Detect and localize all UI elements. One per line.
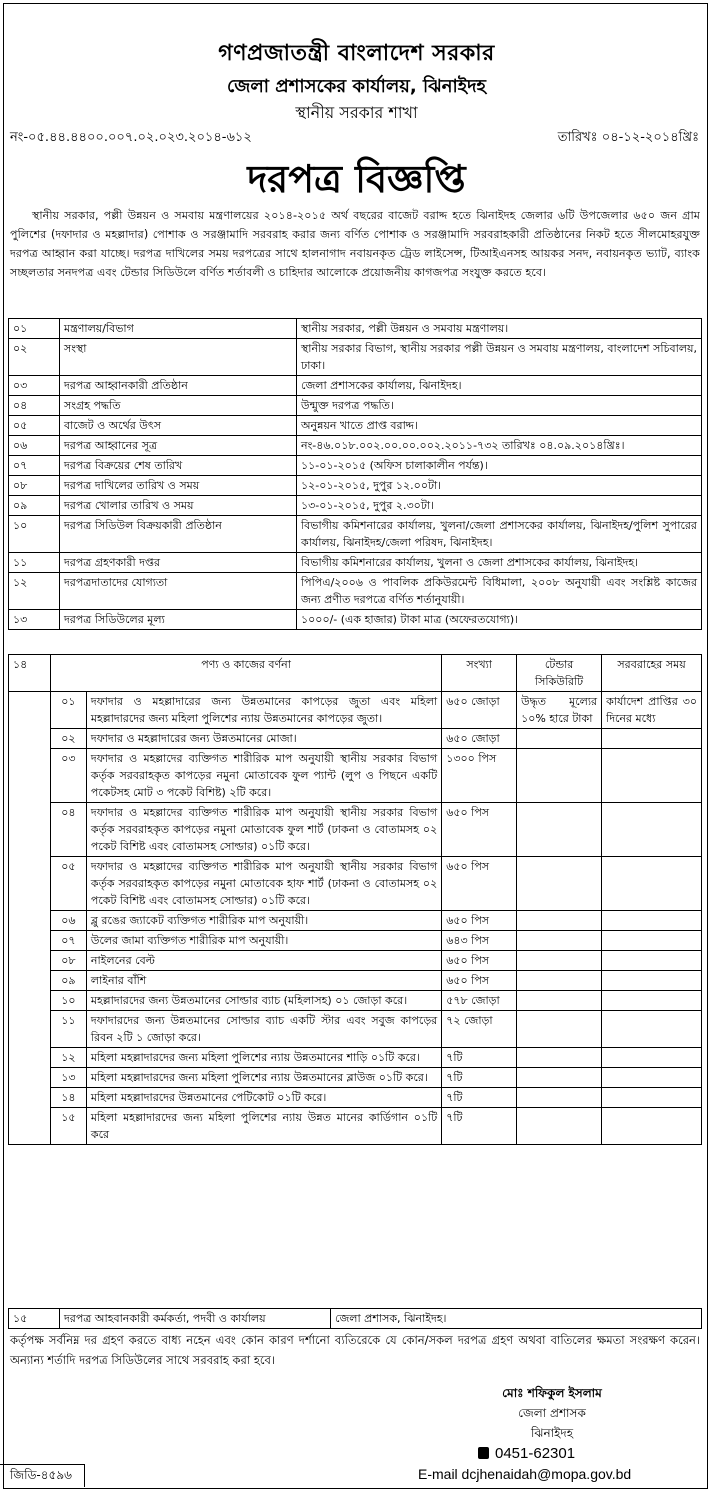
goods-row xyxy=(9,1048,702,1068)
goods-header-security: টেন্ডার সিকিউরিটি xyxy=(517,655,602,692)
goods-row xyxy=(9,991,702,1011)
info-row xyxy=(9,516,702,553)
goods-row xyxy=(9,1011,702,1048)
goods-row-empty xyxy=(602,1108,702,1145)
goods-row-empty xyxy=(602,803,702,857)
goods-row-empty xyxy=(602,1068,702,1088)
goods-row-empty xyxy=(517,1068,602,1088)
signer-place: ঝিনাইদহ xyxy=(530,1426,573,1440)
gd-number: জিডি-৪৫৯৬ xyxy=(0,1464,85,1487)
info-row-label: দরপত্র দাখিলের তারিখ ও সময় xyxy=(60,476,297,496)
goods-row-no: ০৫ xyxy=(50,857,86,911)
branch-heading: স্থানীয় সরকার শাখা xyxy=(295,103,418,122)
goods-row xyxy=(9,729,702,749)
goods-security: উদ্ধৃত মূল্যের ১০% হারে টাকা xyxy=(517,692,602,729)
info-row xyxy=(9,416,702,436)
goods-row xyxy=(9,931,702,951)
goods-row-empty xyxy=(602,729,702,749)
goods-row-no: ১৪ xyxy=(50,1088,86,1108)
info-row-value: ১৩-০১-২০১৫, দুপুর ২.৩০টা। xyxy=(297,496,702,516)
goods-row-desc: নাইলনের বেল্ট xyxy=(86,951,441,971)
goods-row-empty xyxy=(517,991,602,1011)
goods-row-desc: দফাদারদের জন্য উন্নতমানের সোল্ডার ব্যাচ একটি স্টার এবং সবুজ কাপড়ের রিবন ২টি ১ জোড়া করে। xyxy=(86,1011,441,1048)
info-row-label: দরপত্র আহ্বানের সূত্র xyxy=(60,436,297,456)
goods-row-qty: ৬৫০ পিস xyxy=(442,951,517,971)
info-row-no: ১১ xyxy=(9,553,60,573)
info-row-no: ০৩ xyxy=(9,376,60,396)
goods-row-qty: ৬৫০ জোড়া xyxy=(442,729,517,749)
info-row-value: ১০০০/- (এক হাজার) টাকা মাত্র (অফেরতযোগ্য)। xyxy=(297,610,702,630)
goods-row-no: ০৯ xyxy=(50,971,86,991)
goods-row-empty xyxy=(602,1088,702,1108)
email-line: E-mail dcjhenaidah@mopa.gov.bd xyxy=(418,1466,632,1482)
info-row-value: নং-৪৬.০১৮.০০২.০০.০০.০০২.২০১১-৭৩২ তারিখঃ ০৪.০৯.২০১৪খ্রিঃ। xyxy=(297,436,702,456)
info-row-label: দরপত্র বিক্রয়ের শেষ তারিখ xyxy=(60,456,297,476)
info-row-no: ০৪ xyxy=(9,396,60,416)
info-row xyxy=(9,476,702,496)
goods-row xyxy=(9,971,702,991)
info-row xyxy=(9,319,702,339)
goods-row-desc: মহিলা মহল্লাদারদের জন্য মহিলা পুলিশের ন্যায় উন্নতমানের শাড়ি ০১টি করে। xyxy=(86,1048,441,1068)
goods-header-no: ১৪ xyxy=(9,655,51,692)
goods-row-no: ০৮ xyxy=(50,951,86,971)
goods-row-qty: ১৩০০ পিস xyxy=(442,749,517,803)
goods-row-qty: ৭টি xyxy=(442,1068,517,1088)
info-row-label: দরপত্র গ্রহণকারী দপ্তর xyxy=(60,553,297,573)
goods-row-no: ০৬ xyxy=(50,911,86,931)
info-row xyxy=(9,496,702,516)
goods-row-qty: ৬৫০ জোড়া xyxy=(442,692,517,729)
goods-row-empty xyxy=(602,1048,702,1068)
info-row-no: ০২ xyxy=(9,339,60,376)
info-row-label: দরপত্র আহ্বানকারী প্রতিষ্ঠান xyxy=(60,376,297,396)
goods-row-qty: ৬৫০ পিস xyxy=(442,971,517,991)
goods-row-empty xyxy=(517,931,602,951)
info-row-no: ০১ xyxy=(9,319,60,339)
goods-header-row xyxy=(9,655,702,692)
signature-block xyxy=(472,1383,632,1443)
goods-row-empty xyxy=(517,729,602,749)
page-title: দরপত্র বিজ্ঞপ্তি xyxy=(247,157,466,201)
goods-table xyxy=(8,654,702,1145)
goods-row-desc: দফাদার ও মহল্লাদের ব্যক্তিগত শারীরিক মাপ অনুযায়ী স্থানীয় সরকার বিভাগ কর্তৃক সরবরাহকৃত কাপড়ের নমুনা মোতাবেক হাফ শার্ট (ঢাকনা ও বোতামসহ ০২ পকেট বিশিষ্ট এবং বোতামসহ সোল্ডার) ০১টি করে। xyxy=(86,857,441,911)
goods-row-desc: দফাদার ও মহল্লাদারের জন্য উন্নতমানের কাপড়ের জুতা এবং মহিলা মহল্লাদারদের জন্য মহিলা পুলিশের ন্যায় উন্নতমানের কাপড়ের জুতা। xyxy=(86,692,441,729)
info-row-value: জেলা প্রশাসকের কার্যালয়, ঝিনাইদহ। xyxy=(297,376,702,396)
goods-row-no: ১২ xyxy=(50,1048,86,1068)
goods-row xyxy=(9,1108,702,1145)
info-row-value: পিপিএ/২০০৬ ও পাবলিক প্রকিউরমেন্ট বিধিমালা, ২০০৮ অনুযায়ী এবং সংশ্লিষ্ট কাজের জন্য প্রণীত দরপত্রে বর্ণিত শর্তানুযায়ী। xyxy=(297,573,702,610)
memo-date: তারিখঃ ০৪-১২-২০১৪খ্রিঃ xyxy=(557,130,699,145)
goods-row-empty xyxy=(517,857,602,911)
info-row-no: ১৩ xyxy=(9,610,60,630)
info-row xyxy=(9,553,702,573)
goods-row-empty xyxy=(517,1108,602,1145)
goods-row xyxy=(9,1068,702,1088)
info-row-no: ০৭ xyxy=(9,456,60,476)
goods-row-no: ০৪ xyxy=(50,803,86,857)
goods-header-time: সরবরাহের সময় xyxy=(602,655,702,692)
goods-row-no: ১৩ xyxy=(50,1068,86,1088)
tender-info-table xyxy=(8,318,702,630)
info-row-value: ১১-০১-২০১৫ (অফিস চালাকালীন পর্যন্ত)। xyxy=(297,456,702,476)
info-row xyxy=(9,396,702,416)
goods-row-empty xyxy=(602,951,702,971)
issuer-no: ১৫ xyxy=(9,1309,60,1329)
goods-row-empty xyxy=(517,1088,602,1108)
info-row-label: মন্ত্রণালয়/বিভাগ xyxy=(60,319,297,339)
info-row-label: দরপত্রদাতাদের যোগ্যতা xyxy=(60,573,297,610)
goods-row-desc: দফাদার ও মহল্লাদের ব্যক্তিগত শারীরিক মাপ অনুযায়ী স্থানীয় সরকার বিভাগ কর্তৃক সরবরাহকৃত কাপড়ের নমুনা মোতাবেক ফুল শার্ট (ঢাকনা ও বোতামসহ ০২ পকেট বিশিষ্ট এবং বোতামসহ সোল্ডার) ০১টি করে। xyxy=(86,803,441,857)
goods-row xyxy=(9,1088,702,1108)
goods-row-empty xyxy=(517,749,602,803)
goods-row-desc: দফাদার ও মহল্লাদারের জন্য উন্নতমানের মোজা। xyxy=(86,729,441,749)
signer-name: মোঃ শফিকুল ইসলাম xyxy=(502,1386,602,1400)
issuer-value: জেলা প্রশাসক, ঝিনাইদহ। xyxy=(331,1309,702,1329)
goods-row-empty xyxy=(517,951,602,971)
info-row-no: ১০ xyxy=(9,516,60,553)
goods-row-desc: মহিলা মহল্লাদারদের জন্য মহিলা পুলিশের ন্যায় উন্নত মানের কার্ডিগান ০১টি করে xyxy=(86,1108,441,1145)
goods-row-desc: দফাদার ও মহল্লাদের ব্যক্তিগত শারীরিক মাপ অনুযায়ী স্থানীয় সরকার বিভাগ কর্তৃক সরবরাহকৃত কাপড়ের নমুনা মোতাবেক ফুল প্যান্ট (লুপ ও পিছনে একটি পকেটসহ মোট ৩ পকেট বিশিষ্ট) ২টি করে। xyxy=(86,749,441,803)
goods-row-empty xyxy=(517,971,602,991)
goods-row-empty xyxy=(517,911,602,931)
info-row-no: ০৬ xyxy=(9,436,60,456)
goods-spacer xyxy=(9,692,51,1145)
goods-row-desc: লাইনার বাঁশি xyxy=(86,971,441,991)
info-row-value: বিভাগীয় কমিশনারের কার্যালয়, খুলনা/জেলা প্রশাসকের কার্যালয়, ঝিনাইদহ/পুলিশ সুপারের কার্যালয়, ঝিনাইদহ/জেলা পরিষদ, ঝিনাইদহ। xyxy=(297,516,702,553)
goods-header-desc: পণ্য ও কাজের বর্ণনা xyxy=(50,655,441,692)
info-row xyxy=(9,573,702,610)
goods-row xyxy=(9,951,702,971)
goods-row-empty xyxy=(602,1011,702,1048)
goods-row-desc: ব্লু রঙের জ্যাকেট ব্যক্তিগত শারীরিক মাপ অনুযায়ী। xyxy=(86,911,441,931)
memo-number: নং-০৫.৪৪.৪৪০০.০০৭.০২.০২৩.২০১৪-৬১২ xyxy=(10,130,252,145)
goods-row-qty: ৫৭৮ জোড়া xyxy=(442,991,517,1011)
goods-row-desc: মহিলা মহল্লাদারদের জন্য মহিলা পুলিশের ন্যায় উন্নতমানের ব্লাউজ ০১টি করে। xyxy=(86,1068,441,1088)
intro-paragraph: স্থানীয় সরকার, পল্লী উন্নয়ন ও সমবায় মন্ত্রণালয়ের ২০১৪-২০১৫ অর্থ বছরের বাজেট বরাদ্দ হতে ঝিনাইদহ জেলার ৬টি উপজেলার ৬৫০ জন গ্রাম পুলিশের (দফাদার ও মহল্লাদার) পোশাক ও সরঞ্জামাদি সরবরাহ করার জন্য বর্ণিত পোশাক ও সরঞ্জামাদি সরবরাহকারী প্রতিষ্ঠানের নিকট হতে সীলমোহরযুক্ত দরপত্র আহ্বান করা যাচ্ছে। দরপত্র দাখিলের সময় দরপত্রের সাথে হালনাগাদ নবায়নকৃত ট্রেড লাইসেন্স, টিআইএনসহ আয়কর সনদ, নবায়নকৃত ভ্যাট, ব্যাংক সচ্ছলতার সনদপত্র এবং টেন্ডার সিডিউলে বর্ণিত শর্তাবলী ও চাহিদার আলোকে প্রয়োজনীয় কাগজপত্র সংযুক্ত করতে হবে। xyxy=(10,209,700,279)
goods-row-desc: মহল্লাদারদের জন্য উন্নতমানের সোল্ডার ব্যাচ (মহিলাসহ) ০১ জোড়া করে। xyxy=(86,991,441,1011)
telephone-icon xyxy=(478,1447,489,1459)
info-row-value: উন্মুক্ত দরপত্র পদ্ধতি। xyxy=(297,396,702,416)
issuer-row xyxy=(9,1309,702,1329)
goods-row-no: ১৫ xyxy=(50,1108,86,1145)
goods-row xyxy=(9,857,702,911)
goods-row xyxy=(9,803,702,857)
info-row xyxy=(9,610,702,630)
goods-row-qty: ৬৪৩ পিস xyxy=(442,931,517,951)
goods-row-empty xyxy=(517,1011,602,1048)
goods-row-empty xyxy=(602,931,702,951)
info-row-value: বিভাগীয় কমিশনারের কার্যালয়, খুলনা ও জেলা প্রশাসকের কার্যালয়, ঝিনাইদহ। xyxy=(297,553,702,573)
info-row-no: ১২ xyxy=(9,573,60,610)
info-row-label: দরপত্র সিডিউলের মূল্য xyxy=(60,610,297,630)
goods-row-no: ০২ xyxy=(50,729,86,749)
phone-number: 0451-62301 xyxy=(495,1445,576,1462)
info-row-no: ০৮ xyxy=(9,476,60,496)
goods-row-qty: ৭টি xyxy=(442,1088,517,1108)
goods-header-qty: সংখ্যা xyxy=(442,655,517,692)
goods-row xyxy=(9,749,702,803)
goods-row-no: ০১ xyxy=(50,692,86,729)
goods-row-no: ০৭ xyxy=(50,931,86,951)
info-row-value: স্থানীয় সরকার বিভাগ, স্থানীয় সরকার পল্লী উন্নয়ন ও সমবায় মন্ত্রণালয়, বাংলাদেশ সচিবালয়, ঢাকা। xyxy=(297,339,702,376)
info-row-label: দরপত্র খোলার তারিখ ও সময় xyxy=(60,496,297,516)
info-row-no: ০৯ xyxy=(9,496,60,516)
goods-row-empty xyxy=(517,803,602,857)
info-row xyxy=(9,376,702,396)
info-row xyxy=(9,436,702,456)
info-row-label: দরপত্র সিডিউল বিক্রয়কারী প্রতিষ্ঠান xyxy=(60,516,297,553)
goods-row-qty: ৭২ জোড়া xyxy=(442,1011,517,1048)
info-row-label: সংস্থা xyxy=(60,339,297,376)
goods-row-empty xyxy=(602,991,702,1011)
goods-row-no: ০৩ xyxy=(50,749,86,803)
info-row-label: সংগ্রহ পদ্ধতি xyxy=(60,396,297,416)
info-row xyxy=(9,339,702,376)
goods-row-empty xyxy=(602,749,702,803)
goods-row-no: ১১ xyxy=(50,1011,86,1048)
goods-row-desc: মহিলা মহল্লাদারদের উন্নতমানের পেটিকোট ০১টি করে। xyxy=(86,1088,441,1108)
info-row xyxy=(9,456,702,476)
goods-row xyxy=(9,911,702,931)
office-heading: জেলা প্রশাসকের কার্যালয়, ঝিনাইদহ xyxy=(226,76,487,97)
goods-row-qty: ৬৫০ পিস xyxy=(442,803,517,857)
goods-row-empty xyxy=(602,911,702,931)
info-row-label: বাজেট ও অর্থের উৎস xyxy=(60,416,297,436)
goods-row-empty xyxy=(517,1048,602,1068)
info-row-value: ১২-০১-২০১৫, দুপুর ১২.০০টা। xyxy=(297,476,702,496)
goods-row-empty xyxy=(602,971,702,991)
goods-row-qty: ৭টি xyxy=(442,1048,517,1068)
signer-designation: জেলা প্রশাসক xyxy=(518,1406,586,1420)
goods-row-qty: ৬৫০ পিস xyxy=(442,857,517,911)
goods-row-desc: উলের জামা ব্যক্তিগত শারীরিক মাপ অনুযায়ী। xyxy=(86,931,441,951)
phone-line xyxy=(478,1445,575,1462)
goods-delivery-time: কার্যাদেশ প্রাপ্তির ৩০ দিনের মধ্যে xyxy=(602,692,702,729)
info-row-value: অনুন্নয়ন খাতে প্রাপ্ত বরাদ্দ। xyxy=(297,416,702,436)
government-heading: গণপ্রজাতন্ত্রী বাংলাদেশ সরকার xyxy=(218,41,495,66)
issuer-table xyxy=(8,1308,702,1329)
goods-row-no: ১০ xyxy=(50,991,86,1011)
footnote: কর্তৃপক্ষ সর্বনিম্ন দর গ্রহণ করতে বাধ্য নহেন এবং কোন কারণ দর্শানো ব্যতিরেকে যে কোন/সকল দরপত্র গ্রহণ অথবা বাতিলের ক্ষমতা সংরক্ষণ করেন। অন্যান্য শর্তাদি দরপত্র সিডিউলের সাথে সরবরাহ করা হবে। xyxy=(10,1333,700,1367)
goods-row xyxy=(9,692,702,729)
goods-row-qty: ৬৫০ পিস xyxy=(442,911,517,931)
goods-row-qty: ৭টি xyxy=(442,1108,517,1145)
info-row-value: স্থানীয় সরকার, পল্লী উন্নয়ন ও সমবায় মন্ত্রণালয়। xyxy=(297,319,702,339)
info-row-no: ০৫ xyxy=(9,416,60,436)
issuer-label: দরপত্র আহবানকারী কর্মকর্তা, পদবী ও কার্যালয় xyxy=(60,1309,331,1329)
goods-row-empty xyxy=(602,857,702,911)
